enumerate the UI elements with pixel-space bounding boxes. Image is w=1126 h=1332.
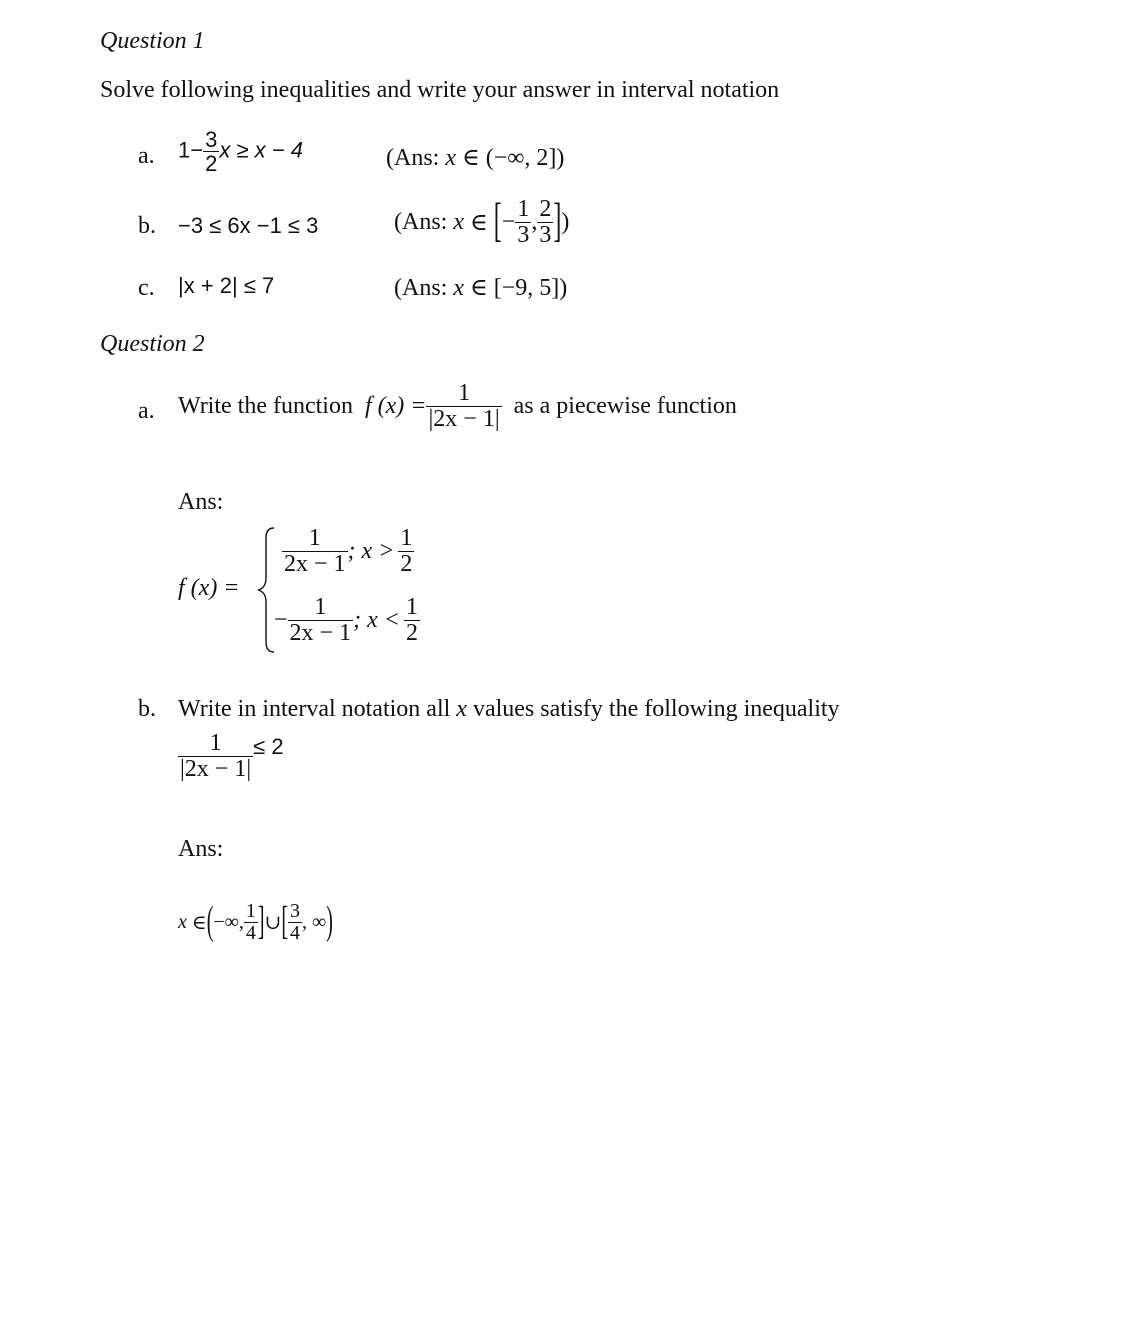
item-2b-inequality	[178, 731, 284, 782]
item-1a-frac-den: 2	[205, 151, 218, 177]
item-1b-ans-suffix: )	[561, 209, 570, 236]
piecewise-case-1	[282, 526, 414, 577]
item-1a-ans-var: x	[445, 145, 456, 171]
item-2b-ans-var: x	[178, 911, 187, 933]
item-1b-ans-prefix: (Ans:	[394, 209, 454, 236]
item-1a-post: x ≥ x − 4	[219, 137, 303, 163]
piece1-num: 1	[308, 525, 321, 551]
piecewise-case-2	[274, 595, 420, 646]
item-2b-ans-f1-den: 4	[245, 922, 256, 944]
item-1a-letter: a.	[138, 143, 155, 169]
item-1a-answer	[386, 143, 564, 172]
piece2-cond-num: 1	[405, 594, 418, 620]
item-1b-ans-comma: ,	[531, 209, 538, 236]
item-2b-ans-right-paren: )	[326, 899, 333, 944]
item-1c-ans-var: x	[453, 275, 464, 301]
piece2-cond-fraction	[404, 595, 420, 646]
item-1b-ans-neg: −	[501, 209, 516, 236]
item-1b-ans-left-bracket: [	[493, 195, 502, 248]
item-1c-ans-prefix: (Ans:	[394, 275, 454, 301]
item-1b-ans-mid: ∈	[464, 210, 494, 237]
item-1a-ans-prefix: (Ans:	[386, 145, 446, 171]
piece2-den: 2x − 1	[289, 620, 352, 647]
piecewise-lhs: f (x) =	[178, 575, 240, 601]
item-1a-ans-interval: (−∞, 2]	[485, 145, 557, 171]
item-2b-ans-inf: , ∞	[302, 911, 327, 933]
item-1a-frac-num: 3	[205, 127, 218, 152]
item-2b-ans-frac1	[244, 901, 258, 944]
item-1b-expression: −3 ≤ 6x −1 ≤ 3	[178, 213, 319, 238]
item-1c-ans-suffix: )	[559, 275, 568, 301]
item-2b-ineq-fraction	[178, 731, 253, 782]
item-2a-text-before: Write the function	[178, 393, 353, 420]
piece1-cond-num: 1	[400, 525, 413, 551]
item-1a-pre: 1−	[178, 137, 204, 163]
item-2a-letter: a.	[138, 398, 155, 424]
item-1b-ans-right-bracket: ]	[553, 195, 562, 248]
item-2a-func: f (x) =	[364, 393, 427, 420]
question-1-instruction: Solve following inequalities and write your answer in interval notation	[100, 77, 780, 103]
piece2-num: 1	[314, 594, 327, 620]
item-2b-ineq-rel: ≤ 2	[253, 733, 284, 759]
piece1-cond: ; x >	[347, 538, 395, 565]
item-1c-ans-interval: [−9, 5]	[493, 275, 560, 301]
item-1a-ans-mid: ∈	[456, 145, 486, 171]
item-1b-ans-f1-den: 3	[517, 222, 530, 249]
item-2b-ans-union: ∪	[264, 912, 282, 934]
item-1b-answer	[394, 197, 569, 248]
item-2b-answer	[178, 901, 333, 944]
piece1-den: 2x − 1	[284, 551, 346, 578]
item-2a-ans-label: Ans:	[178, 489, 224, 515]
item-1b-ans-f2-den: 3	[539, 222, 552, 249]
item-2a-fraction	[426, 381, 501, 432]
item-1b-ans-f1-num: 1	[517, 196, 530, 222]
item-2b-ineq-num: 1	[209, 730, 222, 756]
item-1b-letter: b.	[138, 213, 156, 239]
item-2a-statement	[178, 381, 737, 432]
question-1-heading: Question 1	[100, 28, 205, 54]
piece1-cond-fraction	[398, 526, 414, 577]
item-1c-expression: |x + 2| ≤ 7	[178, 273, 275, 298]
item-2a-text-after: as a piecewise function	[513, 393, 737, 420]
question-2-heading: Question 2	[100, 331, 205, 357]
item-1a-expression	[178, 128, 303, 175]
item-2b-text-pre: Write in interval notation all	[178, 696, 451, 722]
piece1-fraction	[282, 526, 348, 577]
item-2b-ans-left-bracket: [	[281, 899, 289, 944]
item-2b-ans-label: Ans:	[178, 836, 224, 862]
item-2a-frac-num: 1	[458, 380, 471, 406]
item-1c-letter: c.	[138, 275, 155, 301]
item-1c-answer	[394, 273, 567, 302]
item-1b-ans-frac1	[515, 197, 531, 248]
item-2b-ans-in: ∈	[191, 912, 207, 934]
piece2-cond: ; x <	[353, 607, 400, 634]
item-1b-ans-var: x	[453, 209, 464, 236]
item-1b-ans-f2-num: 2	[539, 196, 552, 222]
item-2b-ans-frac2	[288, 901, 302, 944]
item-2b-ans-left-paren: (	[206, 899, 214, 944]
item-2b-ans-f2-den: 4	[290, 922, 301, 944]
item-2b-var: x	[456, 696, 467, 722]
item-2b-text-post: values satisfy the following inequality	[472, 696, 840, 722]
item-1c-ans-mid: ∈	[464, 275, 494, 301]
item-2b-ans-f1-num: 1	[245, 900, 256, 922]
piece2-fraction	[288, 595, 354, 646]
piece1-cond-den: 2	[400, 551, 413, 578]
item-2b-statement	[178, 696, 840, 723]
item-2b-ans-right-bracket: ]	[257, 899, 265, 944]
piece2-neg: −	[274, 607, 288, 634]
item-2b-letter: b.	[138, 696, 156, 722]
item-2b-ineq-den: |2x − 1|	[180, 756, 252, 783]
item-1a-ans-suffix: )	[556, 145, 565, 171]
item-2b-ans-neginf: −∞,	[213, 911, 244, 933]
item-1a-fraction	[203, 128, 219, 175]
piece2-cond-den: 2	[405, 620, 418, 647]
item-2a-frac-den: |2x − 1|	[428, 406, 500, 433]
item-1b-ans-frac2	[537, 197, 553, 248]
item-2b-ans-f2-num: 3	[290, 900, 301, 922]
